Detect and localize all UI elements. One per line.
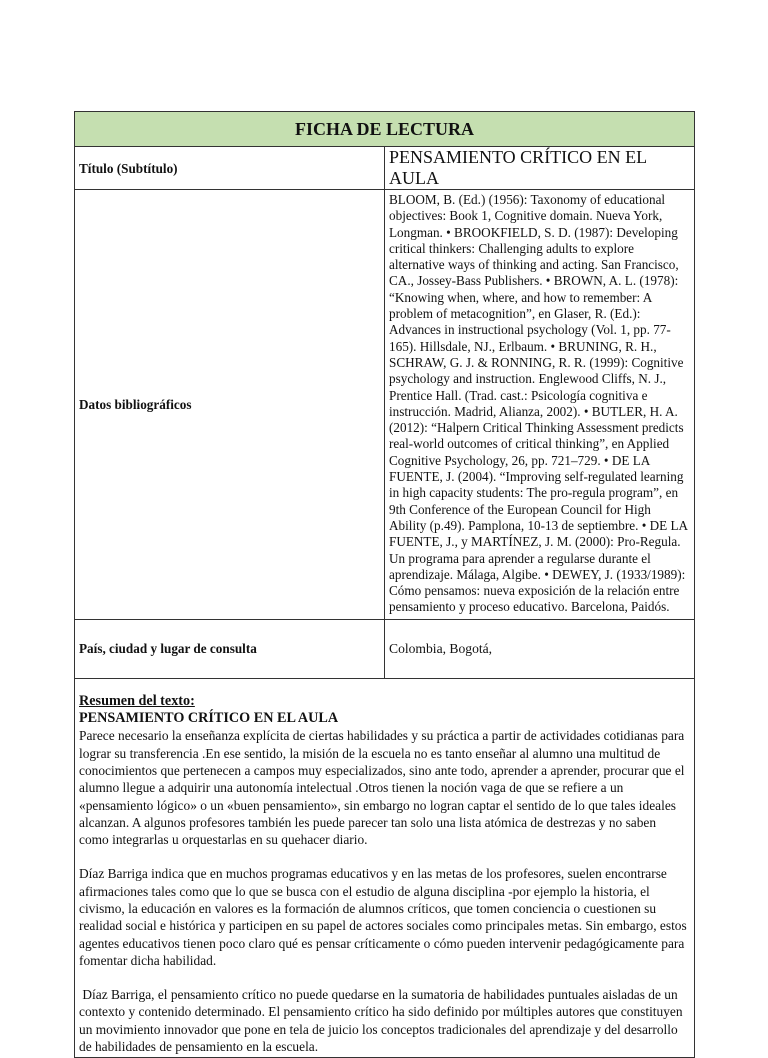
pais-value: Colombia, Bogotá, bbox=[385, 619, 695, 678]
datos-row bbox=[75, 190, 695, 620]
reading-card-table bbox=[74, 111, 695, 1058]
titulo-row bbox=[75, 147, 695, 190]
resumen-paragraph: Parece necesario la enseñanza explícita de ciertas habilidades y su práctica a partir de actividades cotidianas para lograr su transferencia .En ese sentido, la misión de la escuela no es tanto enseñar al alumno una multitud de conocimientos que pertenecen a campos muy especializados, sino ante todo, aprender a aprender, procurar que el alumno llegue a adquirir una autonomía intelectual .Otros tienen la noción vaga de que se refiere a un «pensamiento lógico» o un «buen pensamiento», sin embargo no logran captar el sentido de lo que tales ideales alcanzan. A algunos profesores también les puede parecer tan solo una lista atómica de destrezas y no saben como integrarlas u orquestarlas en su quehacer diario. bbox=[79, 728, 685, 848]
resumen-paragraph: Díaz Barriga, el pensamiento crítico no puede quedarse en la sumatoria de habilidades puntuales aisladas de un contexto y contenido determinado. El pensamiento crítico ha sido definido por múltiples autores que constituyen un movimiento innovador que pone en tela de juicio los conceptos tradicionales del aprendizaje y del desarrollo de habilidades de pensamiento en la escuela. bbox=[79, 987, 686, 1055]
titulo-value: PENSAMIENTO CRÍTICO EN EL AULA bbox=[385, 147, 695, 190]
datos-value: BLOOM, B. (Ed.) (1956): Taxonomy of educational objectives: Book 1, Cognitive domain. Nueva York, Longman. • BROOKFIELD, S. D. (1987): Developing critical thinkers: Challenging adults to explore alternative ways of thinking and acting. San Francisco, CA., Jossey-Bass Publishers. • BROWN, A. L. (1978): “Knowing when, where, and how to remember: A problem of metacognition”, en Glaser, R. (Ed.): Advances in instructional psychology (Vol. 1, pp. 77-165). Hillsdale, NJ., Erlbaum. • BRUNING, R. H., SCHRAW, G. J. & RONNING, R. R. (1999): Cognitive psychology and instruction. Englewood Cliffs, N. J., Prentice Hall. (Trad. cast.: Psicología cognitiva e instrucción. Madrid, Alianza, 2002). • BUTLER, H. A. (2012): “Halpern Critical Thinking Assessment predicts real-world outcomes of critical thinking”, en Applied Cognitive Psychology, 26, pp. 721–729. • DE LA FUENTE, J. (2004). “Improving self-regulated learning in high capacity students: The pro-regula program”, en 9th Conference of the European Council for High Ability (p.49). Pamplona, 10-13 de septiembre. • DE LA FUENTE, J., y MARTÍNEZ, J. M. (2000): Pro-Regula. Un programa para aprender a regularse durante el aprendizaje. Málaga, Algibe. • DEWEY, J. (1933/1989): Cómo pensamos: nueva exposición de la relación entre pensamiento y proceso educativo. Barcelona, Paidós. bbox=[385, 190, 695, 620]
resumen-row bbox=[75, 678, 695, 1058]
header-row bbox=[75, 112, 695, 147]
resumen-paragraph: Díaz Barriga indica que en muchos programas educativos y en las metas de los profesores, suelen encontrarse afirmaciones tales como que lo que se busca con el estudio de alguna disciplina -por ejemplo la historia, el civismo, la educación en valores es la formación de alumnos críticos, que tomen conciencia o cuestionen su realidad social e histórica y participen en su papel de actores sociales como principales metas. Sin embargo, estos agentes educativos tienen poco claro qué es pensar críticamente o cómo pueden intervenir pedagógicamente para fomentar dicha habilidad. bbox=[79, 866, 687, 968]
pais-label: País, ciudad y lugar de consulta bbox=[75, 619, 385, 678]
card-title: FICHA DE LECTURA bbox=[75, 112, 695, 147]
resumen-subheading: PENSAMIENTO CRÍTICO EN EL AULA bbox=[79, 710, 339, 727]
resumen-heading: Resumen del texto: bbox=[79, 692, 195, 709]
titulo-label: Título (Subtítulo) bbox=[75, 147, 385, 190]
resumen-section bbox=[75, 678, 695, 1058]
datos-label: Datos bibliográficos bbox=[75, 190, 385, 620]
pais-row bbox=[75, 619, 695, 678]
